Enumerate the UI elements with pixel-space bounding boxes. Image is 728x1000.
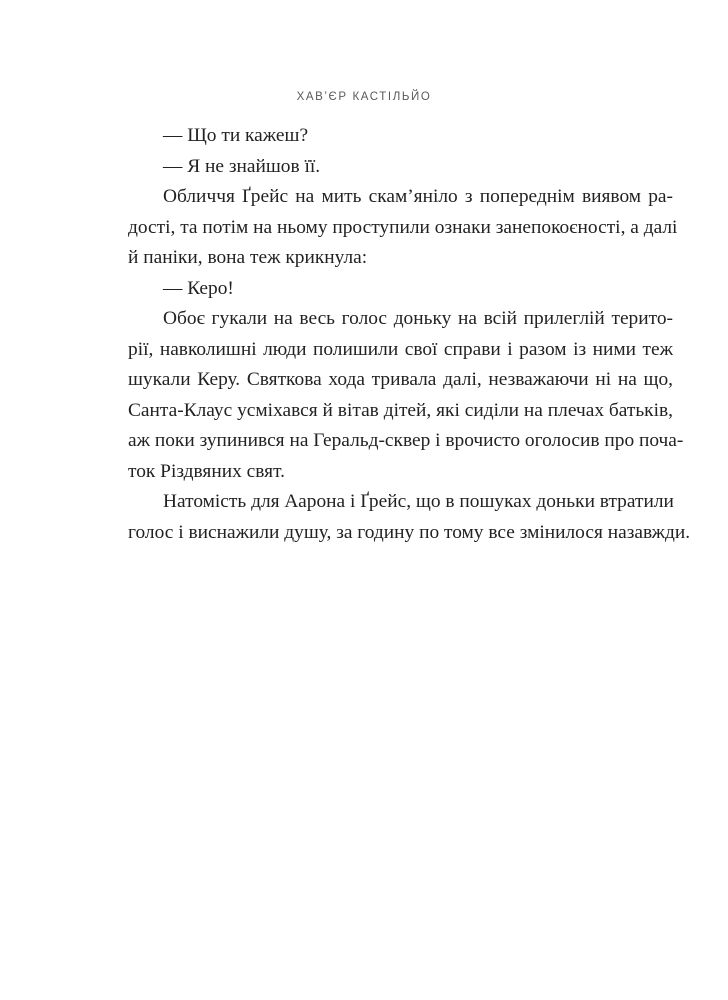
text-line: шукали Керу. Святкова хода тривала далі, незважаючи ні на що,: [128, 369, 673, 390]
body-text: [93, 121, 691, 548]
text-line: — Керо!: [163, 277, 234, 299]
text-line: Обоє гукали на весь голос доньку на всій прилеглій терито-: [163, 308, 673, 329]
text-line: — Що ти кажеш?: [163, 125, 309, 146]
paragraph: [93, 121, 673, 152]
text-line: й паніки, вона теж крикнула:: [128, 247, 368, 268]
paragraph: [93, 182, 678, 274]
paragraph: [93, 487, 691, 548]
running-head-author: ХАВ’ЄР КАСТІЛЬЙО: [296, 91, 432, 103]
text-line: Натомість для Аарона і Ґрейс, що в пошуках доньки втратили: [163, 491, 674, 512]
text-line: дості, та потім на ньому проступили ознаки занепокоєності, а далі: [128, 216, 678, 238]
text-line: рії, навколишні люди полишили свої справи і разом із ними теж: [128, 338, 673, 360]
paragraph: [93, 274, 673, 305]
paragraph: [93, 152, 673, 183]
text-line: — Я не знайшов її.: [163, 155, 321, 177]
text-line: Санта-Клаус усміхався й вітав дітей, які сиділи на плечах батьків,: [128, 399, 673, 421]
text-line: Обличчя Ґрейс на мить скам’яніло з попереднім виявом ра-: [163, 186, 673, 207]
text-line: аж поки зупинився на Геральд-сквер і врочисто оголосив про поча-: [128, 430, 684, 451]
paragraph: [93, 304, 684, 487]
text-line: ток Різдвяних свят.: [128, 460, 285, 482]
text-line: голос і виснажили душу, за годину по тому все змінилося назавжди.: [128, 521, 691, 543]
